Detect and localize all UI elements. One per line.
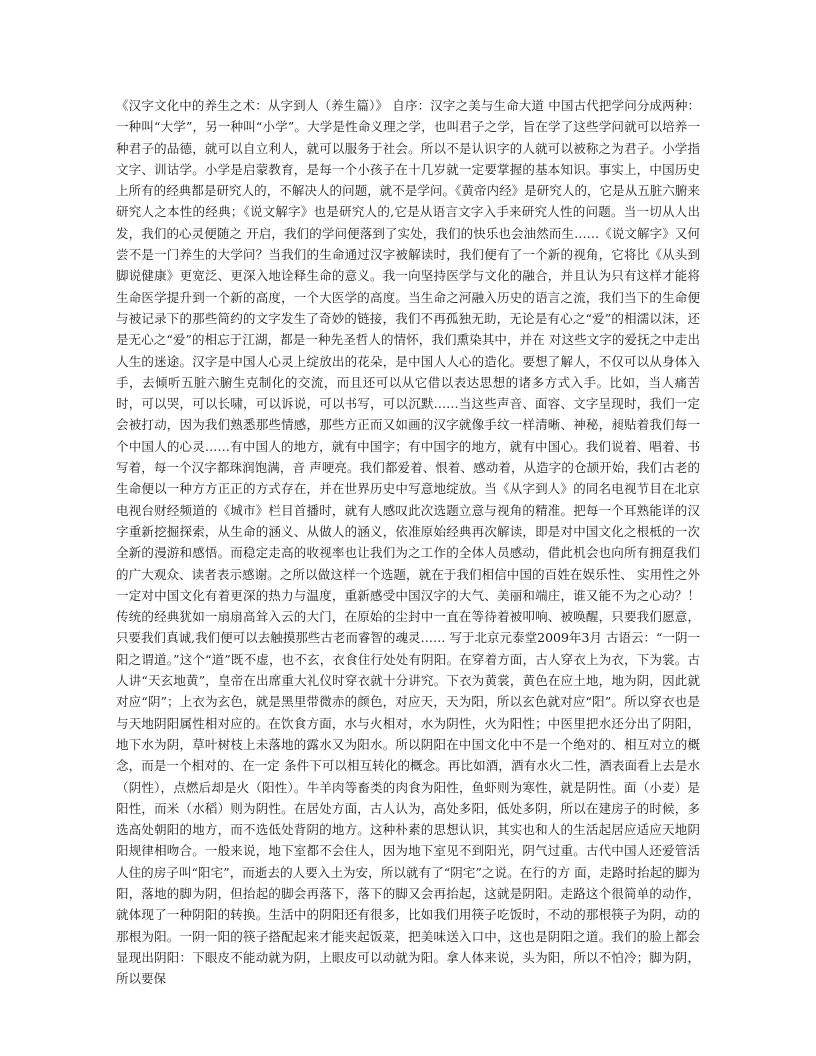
body-paragraph: 《汉字文化中的养生之术：从字到人（养生篇）》 自序：汉字之美与生命大道 中国古代把学问分成两种：一种叫“大学”，另一种叫“小学”。大学是性命义理之学，也叫君子之学，旨在学了这些学问就可以培养一种君子的品德，就可以自立利人，就可以服务于社会。所以不是认识字的人就可以被称之为君子。小学指文字、训诂学。小学是启蒙教育，是每一个小孩子在十几岁就一定要掌握的基本知识。事实上，中国历史上所有的经典都是研究人的，不解决人的问题，就不是学问。《黄帝内经》是研究人的，它是从五脏六腑来研究人之本性的经典；《说文解字》也是研究人的,它是从语言文字入手来研究人性的问题。当一切从人出发，我们的心灵便随之 开启，我们的学问便落到了实处，我们的快乐也会油然而生……《说文解字》又何尝不是一门养生的大学问？当我们的生命通过汉字被解读时，我们便有了一个新的视角，它将比《从头到脚说健康》更宽泛、更深入地诠释生命的意义。我一向坚持医学与文化的融合，并且认为只有这样才能将生命医学提升到一个新的高度，一个大医学的高度。当生命之河融入历史的语言之流，我们当下的生命便与被记录下的那些简约的文字发生了奇妙的链接，我们不再孤独无助，无论是有心之“爱”的相濡以沫，还是无心之“爱”的相忘于江湖，都是一种先圣哲人的情怀，我们熏染其中，并在 对这些文字的爱抚之中走出人生的迷途。汉字是中国人心灵上绽放出的花朵，是中国人人心的造化。要想了解人，不仅可以从身体入手，去倾听五脏六腑生克制化的交流，而且还可以从它借以表达思想的诸多方式入手。比如，当人痛苦时，可以哭，可以长啸，可以诉说，可以书写，可以沉默……当这些声音、面容、文字呈现时，我们一定会被打动，因为我们熟悉那些情感，那些方正而又如画的汉字就像手纹一样清晰、神秘，昶贴着我们每一个中国人的心灵……有中国人的地方，就有中国字；有中国字的地方，就有中国心。我们说着、唱着、书写着，每一个汉字都珠润饱满，音 声哽亮。我们都爱着、恨着、感动着，从造字的仓颉开始，我们古老的生命便以一种方方正正的方式存在，并在世界历史中写意地绽放。当《从字到人》的同名电视节目在北京电视台财经频道的《城市》栏目首播时，就有人感叹此次选题立意与视角的精准。把每一个耳熟能详的汉字重新挖掘探索，从生命的涵义、从做人的涵义，依准原始经典再次解读，即是对中国文化之根柢的一次全新的漫游和感悟。而稳定走高的收视率也让我们为之工作的全体人员感动，借此机会也向所有拥趸我们的广大观众、读者表示感谢。之所以做这样一个选题，就在于我们相信中国的百姓在娱乐性、 实用性之外一定对中国文化有着更深的热力与温度，重新感受中国汉字的大气、美丽和端庄，谁又能不为之心动？！传统的经典犹如一扇扇高耸入云的大门，在原始的尘封中一直在等待着被叩响、被唤醒，只要我们愿意，只要我们真诚,我们便可以去触摸那些古老而睿智的魂灵…… 写于北京元泰堂2009年3月 古语云：“一阴一阳之谓道。”这个“道”既不虚，也不玄，衣食住行处处有阴阳。在穿着方面，古人穿衣上为衣，下为裳。古人讲“天玄地黄”，皇帝在出席重大礼仪时穿衣就十分讲究。下衣为黄裳，黄色在应土地，地为阴，因此就对应“阴”；上衣为玄色，就是黑里带微赤的颜色，对应天，天为阳，所以玄色就对应“阳”。所以穿衣也是与天地阴阳属性相对应的。在饮食方面，水与火相对，水为阴性，火为阳性；中医里把水还分出了阴阳，地下水为阴，草叶树枝上未落地的露水又为阳水。所以阴阳在中国文化中不是一个绝对的、相互对立的概念，而是一个相对的、在一定 条件下可以相互转化的概念。再比如酒，酒有水火二性，酒表面看上去是水（阴性），点燃后却是火（阳性）。牛羊肉等畜类的肉食为阳性，鱼虾则为寒性，就是阴性。面（小麦）是阳性，而米（水稻）则为阴性。在居处方面，古人认为，高处多阳，低处多阴，所以在建房子的时候，多选高处朝阳的地方，而不选低处背阴的地方。这种朴素的思想认识，其实也和人的生活起居应适应天地阴阳规律相吻合。一般来说，地下室都不会住人，因为地下室见不到阳光，阴气过重。古代中国人还爱管活人住的房子叫“阳宅”，而逝去的人要入土为安，所以就有了“阴宅”之说。在行的方 面，走路时抬起的脚为阳，落地的脚为阴，但抬起的脚会再落下，落下的脚又会再抬起，这就是阴阳。走路这个很简单的动作，就体现了一种阴阳的转换。生活中的阴阳还有很多，比如我们用筷子吃饭时，不动的那根筷子为阴，动的那根为阳。一阴一阳的筷子搭配起来才能夹起饭菜，把美味送入口中，这也是阴阳之道。我们的脸上都会显现出阴阳：下眼皮不能动就为阴，上眼皮可以动就为阳。拿人体来说，头为阳，所以不怕冷；脚为阴，所以要保 (116, 98, 700, 987)
document-page (116, 95, 700, 1025)
